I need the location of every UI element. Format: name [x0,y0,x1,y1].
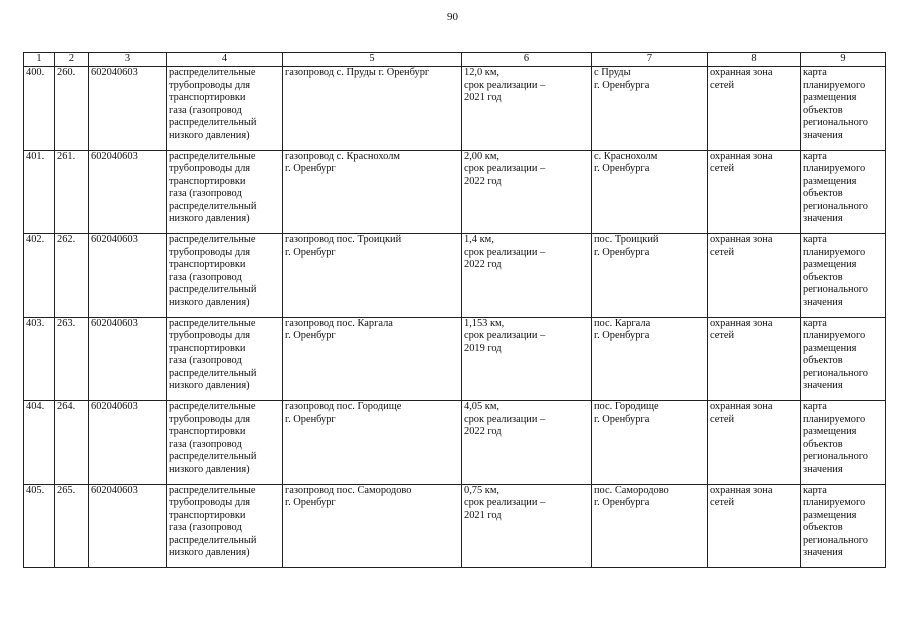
zone-cell: охранная зона сетей [708,67,801,151]
column-header: 6 [462,53,592,67]
object-type-cell: распределительные трубопроводы для транспортировки газа (газопровод распределительный низкого давления) [167,401,283,485]
column-header: 1 [24,53,55,67]
map-reference-cell: карта планируемого размещения объектов регионального значения [801,317,886,401]
characteristics-cell: 0,75 км, срок реализации – 2021 год [462,484,592,568]
zone-cell: охранная зона сетей [708,484,801,568]
code-cell: 602040603 [89,401,167,485]
object-type-cell: распределительные трубопроводы для транспортировки газа (газопровод распределительный низкого давления) [167,484,283,568]
location-cell: с. Краснохолм г. Оренбурга [592,150,708,234]
item-number-cell: 260. [55,67,89,151]
object-type-cell: распределительные трубопроводы для транспортировки газа (газопровод распределительный низкого давления) [167,234,283,318]
objects-table [23,52,886,568]
object-name-cell: газопровод пос. Городище г. Оренбург [283,401,462,485]
map-reference-cell: карта планируемого размещения объектов регионального значения [801,401,886,485]
table-body [24,67,886,568]
location-cell: пос. Троицкий г. Оренбурга [592,234,708,318]
map-reference-cell: карта планируемого размещения объектов регионального значения [801,150,886,234]
characteristics-cell: 1,153 км, срок реализации – 2019 год [462,317,592,401]
header-row [24,53,886,67]
object-name-cell: газопровод с. Краснохолм г. Оренбург [283,150,462,234]
page-number: 90 [447,11,458,23]
location-cell: пос. Самородово г. Оренбурга [592,484,708,568]
map-reference-cell: карта планируемого размещения объектов регионального значения [801,484,886,568]
row-number-cell: 405. [24,484,55,568]
column-header: 8 [708,53,801,67]
row-number-cell: 402. [24,234,55,318]
code-cell: 602040603 [89,234,167,318]
characteristics-cell: 4,05 км, срок реализации – 2022 год [462,401,592,485]
object-type-cell: распределительные трубопроводы для транспортировки газа (газопровод распределительный низкого давления) [167,67,283,151]
table-row [24,150,886,234]
zone-cell: охранная зона сетей [708,150,801,234]
object-name-cell: газопровод с. Пруды г. Оренбург [283,67,462,151]
zone-cell: охранная зона сетей [708,234,801,318]
code-cell: 602040603 [89,317,167,401]
table-row [24,401,886,485]
column-header: 5 [283,53,462,67]
characteristics-cell: 2,00 км, срок реализации – 2022 год [462,150,592,234]
code-cell: 602040603 [89,484,167,568]
item-number-cell: 264. [55,401,89,485]
object-type-cell: распределительные трубопроводы для транспортировки газа (газопровод распределительный низкого давления) [167,317,283,401]
location-cell: пос. Каргала г. Оренбурга [592,317,708,401]
characteristics-cell: 1,4 км, срок реализации – 2022 год [462,234,592,318]
characteristics-cell: 12,0 км, срок реализации – 2021 год [462,67,592,151]
item-number-cell: 265. [55,484,89,568]
column-header: 4 [167,53,283,67]
code-cell: 602040603 [89,150,167,234]
object-name-cell: газопровод пос. Самородово г. Оренбург [283,484,462,568]
table-row [24,67,886,151]
object-type-cell: распределительные трубопроводы для транспортировки газа (газопровод распределительный низкого давления) [167,150,283,234]
row-number-cell: 400. [24,67,55,151]
map-reference-cell: карта планируемого размещения объектов регионального значения [801,67,886,151]
table-row [24,484,886,568]
location-cell: с Пруды г. Оренбурга [592,67,708,151]
table-row [24,317,886,401]
item-number-cell: 262. [55,234,89,318]
row-number-cell: 401. [24,150,55,234]
object-name-cell: газопровод пос. Троицкий г. Оренбург [283,234,462,318]
item-number-cell: 263. [55,317,89,401]
zone-cell: охранная зона сетей [708,401,801,485]
column-header: 2 [55,53,89,67]
table-row [24,234,886,318]
map-reference-cell: карта планируемого размещения объектов регионального значения [801,234,886,318]
item-number-cell: 261. [55,150,89,234]
row-number-cell: 403. [24,317,55,401]
column-header: 3 [89,53,167,67]
zone-cell: охранная зона сетей [708,317,801,401]
location-cell: пос. Городище г. Оренбурга [592,401,708,485]
row-number-cell: 404. [24,401,55,485]
object-name-cell: газопровод пос. Каргала г. Оренбург [283,317,462,401]
code-cell: 602040603 [89,67,167,151]
column-header: 9 [801,53,886,67]
column-header: 7 [592,53,708,67]
